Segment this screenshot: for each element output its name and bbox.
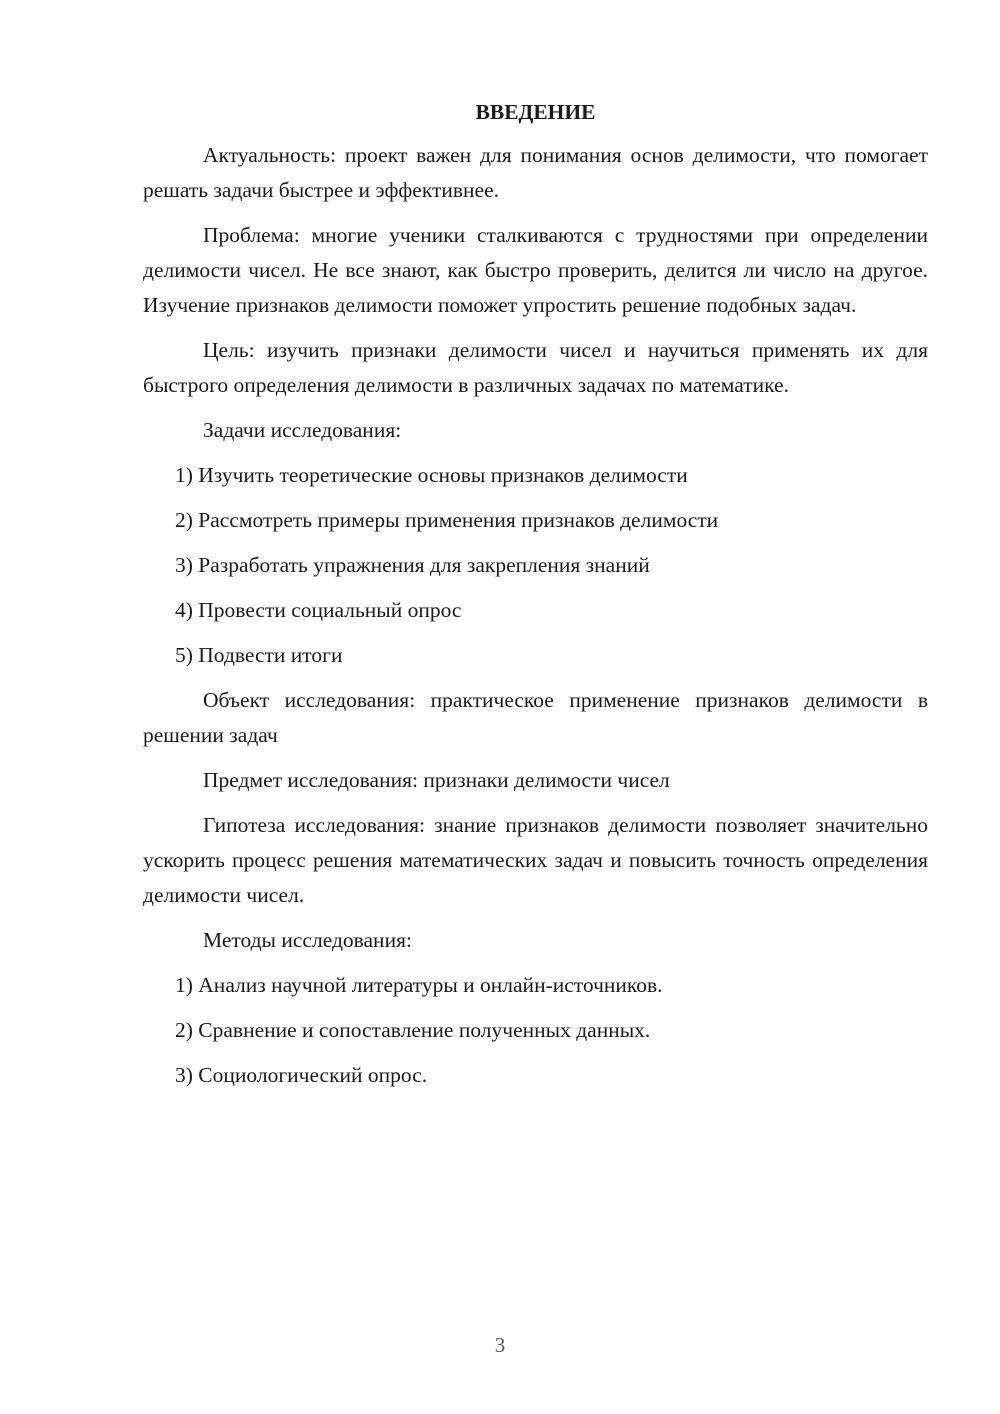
methods-list <box>143 968 928 1093</box>
list-item: 1) Изучить теоретические основы признаков делимости <box>175 463 688 487</box>
list-item: 5) Подвести итоги <box>175 643 343 667</box>
list-item: 2) Сравнение и сопоставление полученных данных. <box>175 1018 651 1042</box>
relevance-paragraph: Актуальность: проект важен для понимания основ делимости, что помогает решать задачи быстрее и эффективнее. <box>143 143 928 202</box>
list-item: 1) Анализ научной литературы и онлайн-источников. <box>175 973 663 997</box>
list-item: 4) Провести социальный опрос <box>175 598 462 622</box>
page-number: 3 <box>494 1333 506 1357</box>
hypothesis-paragraph: Гипотеза исследования: знание признаков делимости позволяет значительно ускорить процесс решения математических задач и повысить точность определения делимости чисел. <box>143 813 928 907</box>
problem-paragraph: Проблема: многие ученики сталкиваются с трудностями при определении делимости чисел. Не все знают, как быстро проверить, делится ли число на другое. Изучение признаков делимости поможет упростить решение подобных задач. <box>143 223 928 317</box>
methods-heading: Методы исследования: <box>203 928 412 952</box>
subject-paragraph: Предмет исследования: признаки делимости чисел <box>203 768 670 792</box>
list-item: 2) Рассмотреть примеры применения признаков делимости <box>175 508 719 532</box>
object-paragraph: Объект исследования: практическое применение признаков делимости в решении задач <box>143 688 928 747</box>
tasks-list <box>143 458 928 673</box>
tasks-heading: Задачи исследования: <box>203 418 402 442</box>
list-item: 3) Разработать упражнения для закрепления знаний <box>175 553 650 577</box>
goal-paragraph: Цель: изучить признаки делимости чисел и научиться применять их для быстрого определения делимости в различных задачах по математике. <box>143 338 928 397</box>
list-item: 3) Социологический опрос. <box>175 1063 428 1087</box>
page-title: ВВЕДЕНИЕ <box>475 100 596 124</box>
document-page <box>143 96 928 1103</box>
